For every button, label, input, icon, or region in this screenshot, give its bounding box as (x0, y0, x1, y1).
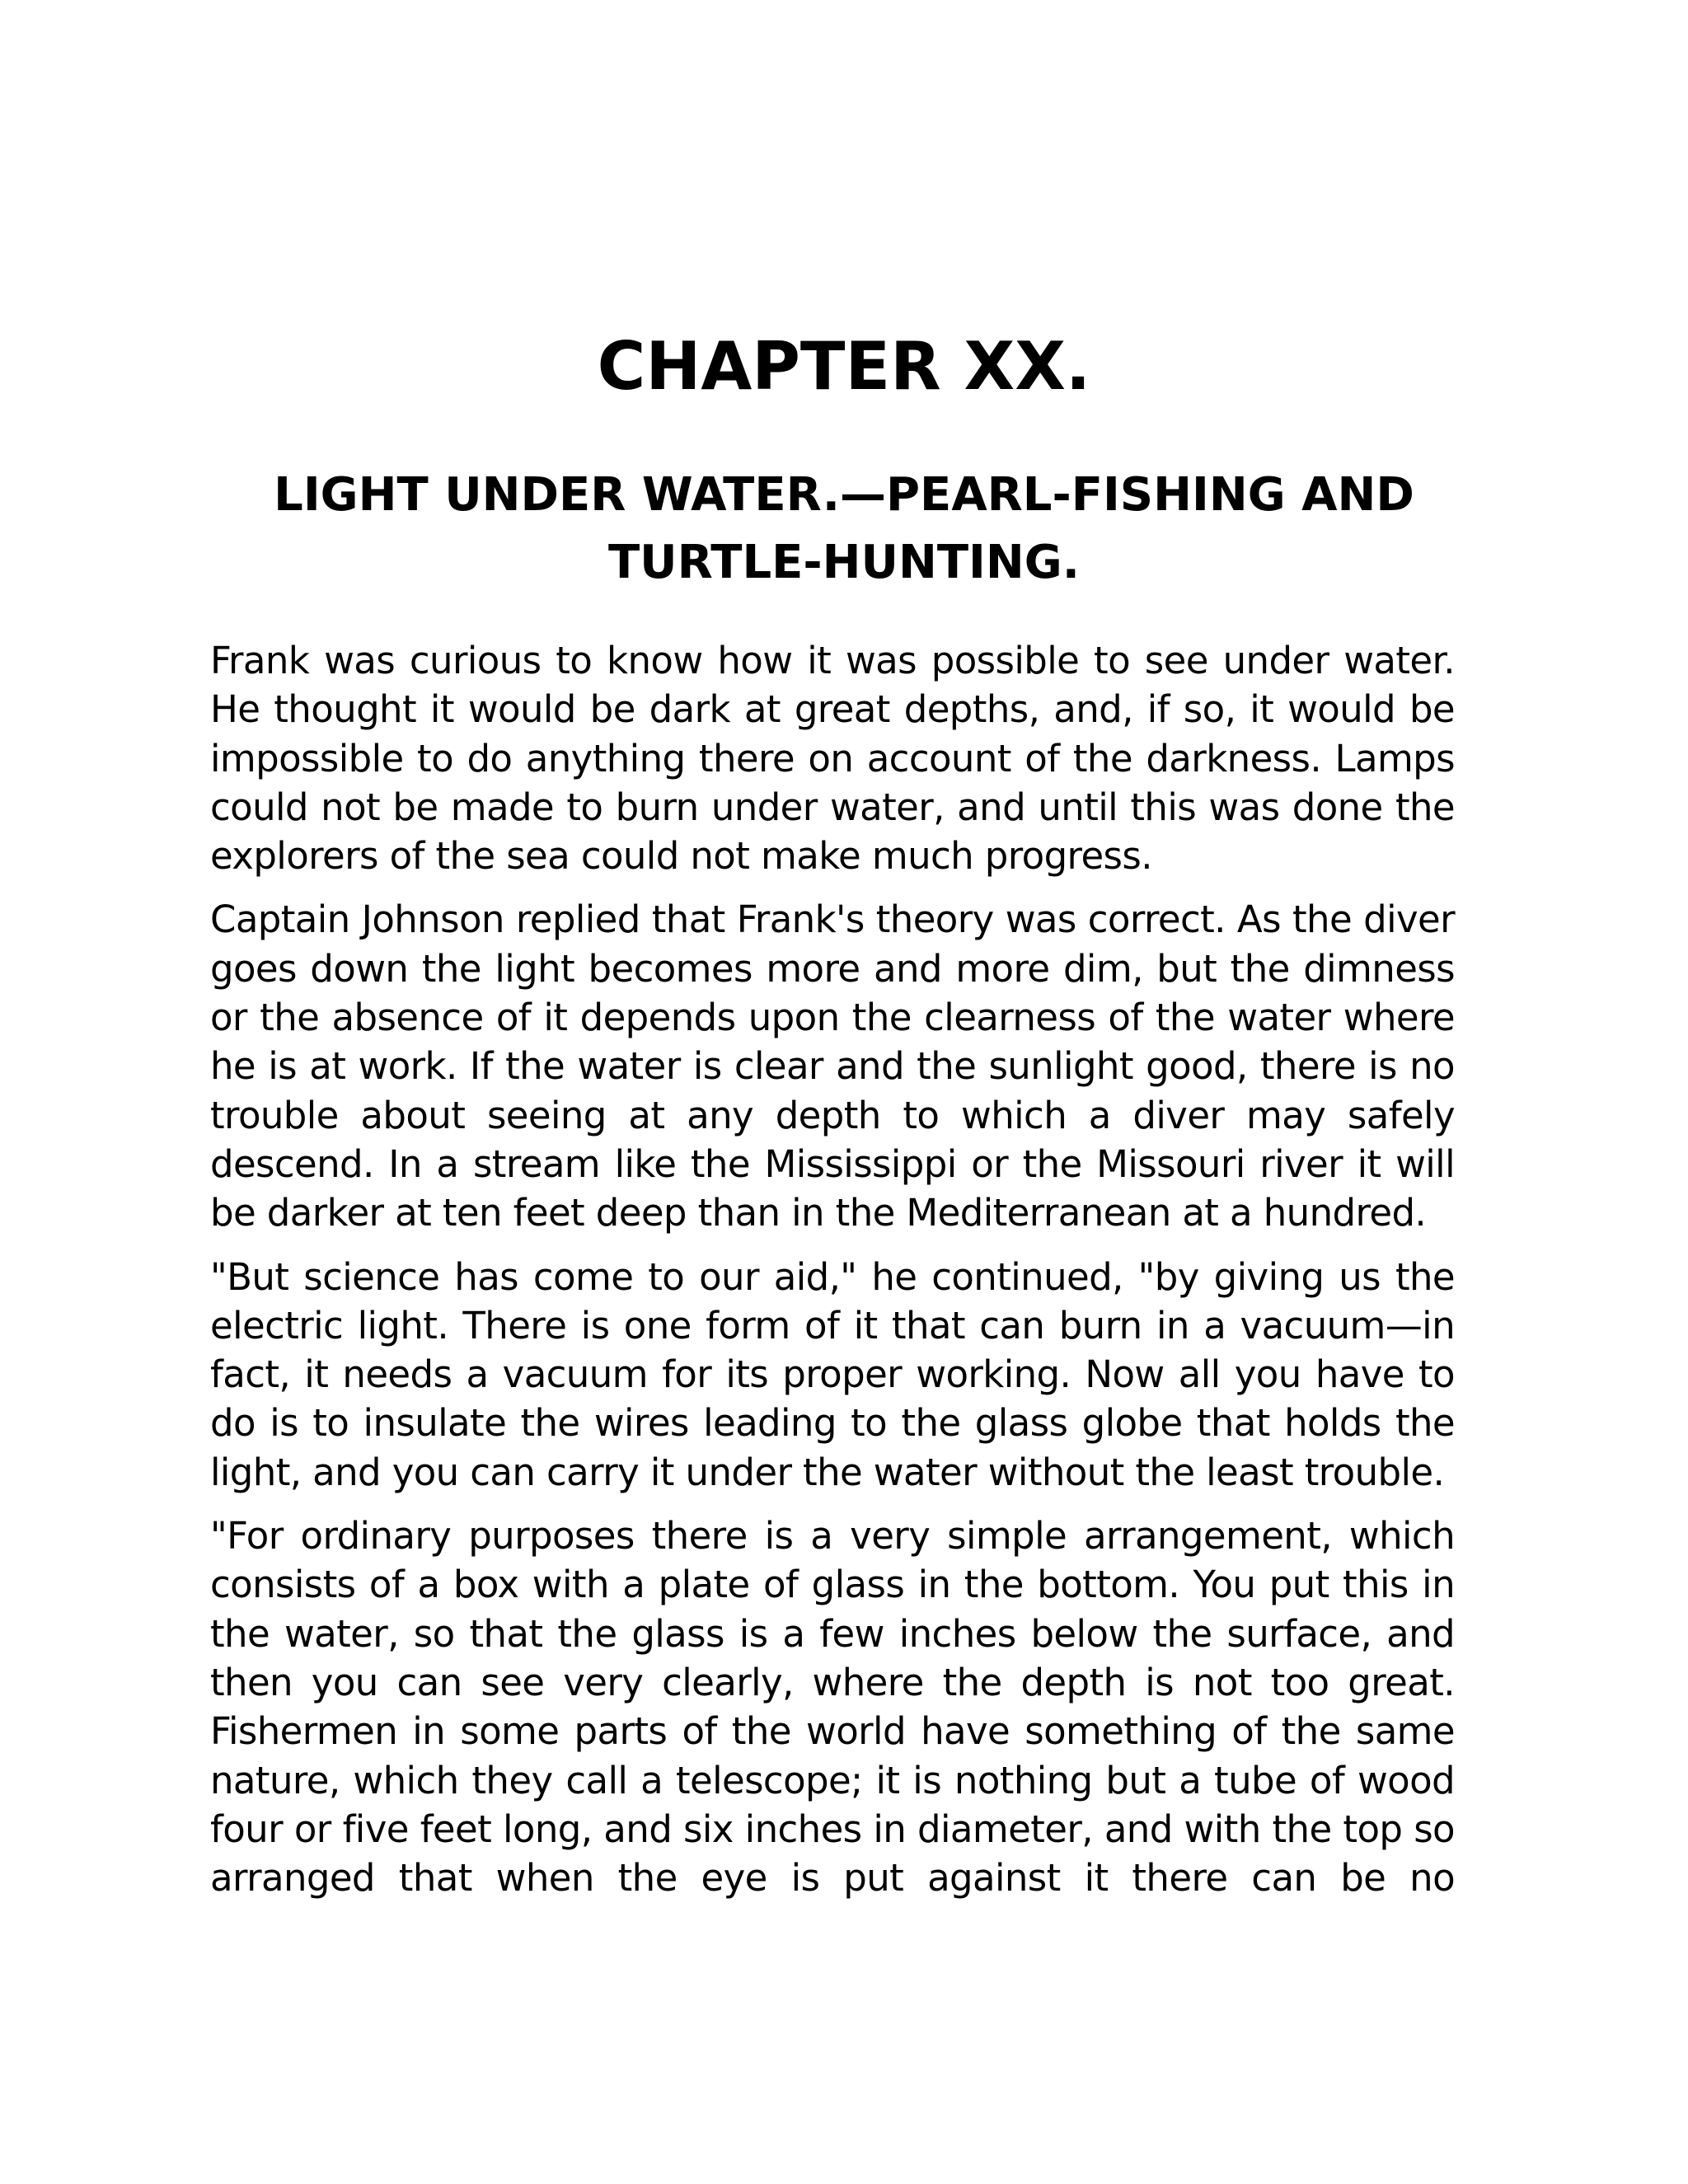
paragraph-4: "For ordinary purposes there is a very simple arrangement, which consists of a box with a plate of glass in the bottom. You put this in the water, so that the glass is a few inches below the surface, and then you can see very clearly, where the depth is not too great. Fishermen in some parts of the world have something of the same nature, which they call a telescope; it is nothing but a tube of wood four or five feet long, and six inches in diameter, and with the top so arranged that when the eye is put against it there can be no (210, 1514, 1455, 1900)
chapter-title: CHAPTER XX. (597, 328, 1091, 405)
paragraph-3: "But science has come to our aid," he continued, "by giving us the electric light. There is one form of it that can burn in a vacuum—in fact, it needs a vacuum for its proper working. Now all you have to do is to insulate the wires leading to the glass globe that holds the light, and you can carry it under the water without the least trouble. (210, 1254, 1455, 1494)
paragraph-2: Captain Johnson replied that Frank's theory was correct. As the diver goes down the light becomes more and more dim, but the dimness or the absence of it depends upon the clearness of the water where he is at work. If the water is clear and the sunlight good, there is no trouble about seeing at any depth to which a diver may safely descend. In a stream like the Mississippi or the Missouri river it will be darker at ten feet deep than in the Mediterranean at a hundred. (210, 898, 1455, 1235)
body-text (210, 636, 1455, 1917)
paragraph-1: Frank was curious to know how it was possible to see under water. He thought it would be dark at great depths, and, if so, it would be impossible to do anything there on account of the darkness. Lamps could not be made to burn under water, and until this was done the explorers of the sea could not make much progress. (210, 639, 1455, 879)
chapter-subtitle: LIGHT UNDER WATER.—PEARL-FISHING AND TURTLE-HUNTING. (274, 468, 1414, 589)
